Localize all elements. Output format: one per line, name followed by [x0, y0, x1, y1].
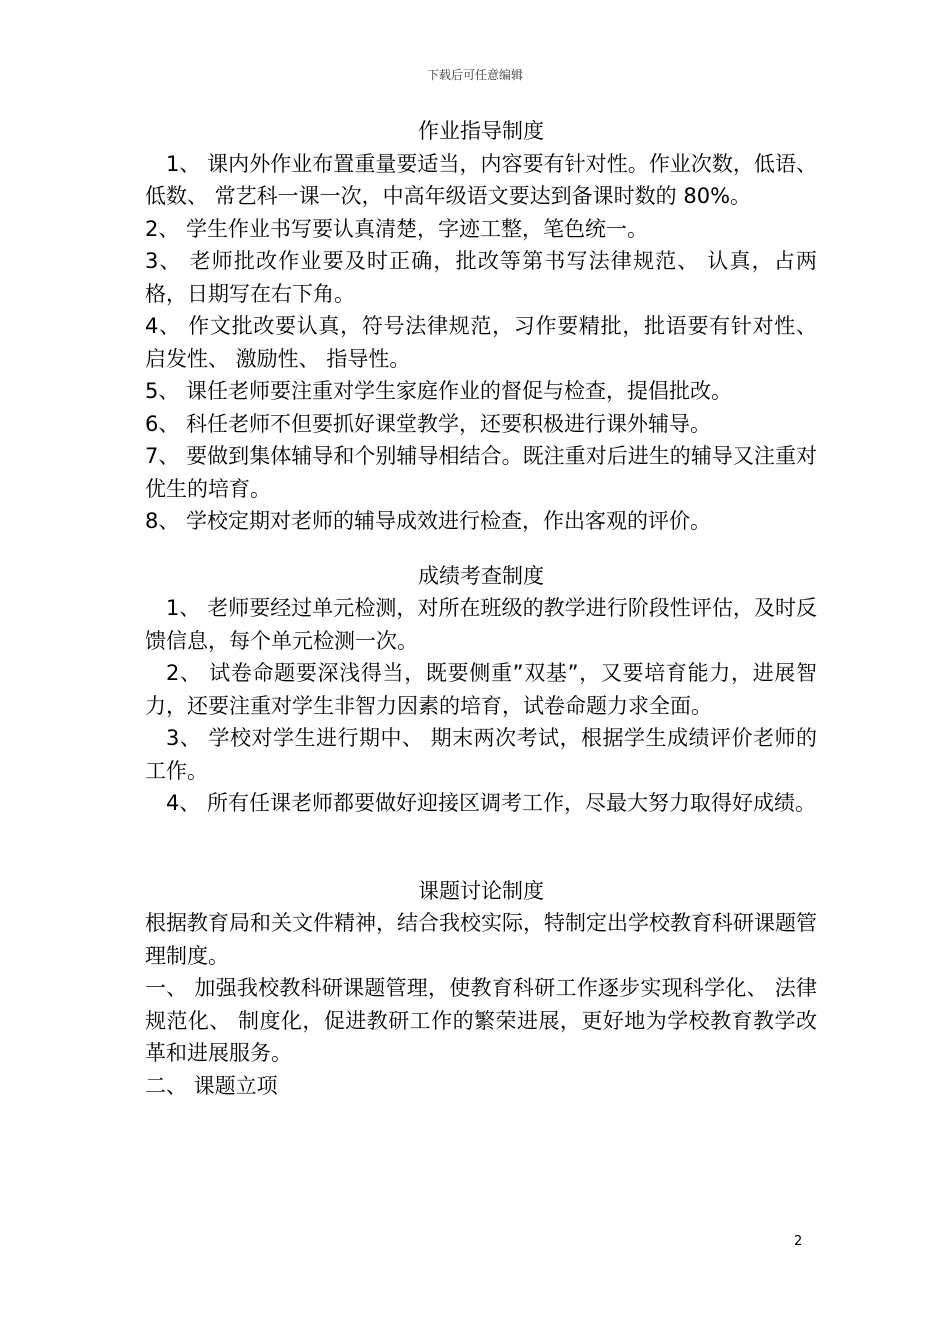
paragraph: 1、 老师要经过单元检测，对所在班级的教学进行阶段性评估，及时反馈信息，每个单元检测一次。: [145, 596, 817, 653]
paragraph: 7、 要做到集体辅导和个别辅导相结合。既注重对后进生的辅导又注重对优生的培育。: [145, 444, 817, 501]
paragraph: 1、 课内外作业布置重量要适当，内容要有针对性。作业次数，低语、 低数、 常艺科一课一次，中高年级语文要达到备课时数的 80%。: [145, 151, 817, 208]
paragraph: 4、 作文批改要认真，符号法律规范，习作要精批，批语要有针对性、 启发性、 激励性、 指导性。: [145, 314, 817, 371]
section-grade-assessment: [145, 560, 817, 820]
paragraph: 3、 学校对学生进行期中、 期末两次考试，根据学生成绩评价老师的工作。: [145, 726, 817, 783]
paragraph: 4、 所有任课老师都要做好迎接区调考工作，尽最大努力取得好成绩。: [166, 791, 817, 815]
document-body: [145, 115, 817, 1102]
paragraph: 3、 老师批改作业要及时正确，批改等第书写法律规范、 认真，占两格，日期写在右下角。: [145, 249, 817, 306]
page-header: 下载后可任意编辑: [426, 68, 523, 82]
section-title: 作业指导制度: [418, 119, 544, 143]
paragraph: 一、 加强我校教科研课题管理，使教育科研工作逐步实现科学化、 法律规范化、 制度化，促进教研工作的繁荣进展，更好地为学校教育教学改革和进展服务。: [145, 976, 817, 1065]
paragraph: 8、 学校定期对老师的辅导成效进行检查，作出客观的评价。: [145, 509, 712, 533]
paragraph: 5、 课任老师要注重对学生家庭作业的督促与检查，提倡批改。: [145, 379, 733, 403]
section-research-topics: [145, 875, 817, 1103]
section-title: 成绩考查制度: [418, 563, 544, 588]
section-title: 课题讨论制度: [418, 878, 544, 903]
paragraph: 6、 科任老师不但要抓好课堂教学，还要积极进行课外辅导。: [145, 411, 712, 436]
paragraph: 二、 课题立项: [145, 1073, 278, 1098]
paragraph: 2、 学生作业书写要认真清楚，字迹工整，笔色统一。: [145, 216, 649, 241]
page-number: 2: [794, 1234, 803, 1249]
paragraph: 2、 试卷命题要深浅得当，既要侧重”双基”，又要培育能力，进展智力，还要注重对学生非智力因素的培育，试卷命题力求全面。: [145, 661, 817, 718]
section-spacer: [145, 820, 817, 875]
paragraph: 根据教育局和关文件精神，结合我校实际，特制定出学校教育科研课题管理制度。: [145, 911, 817, 968]
section-homework-guidance: [145, 115, 817, 538]
section-spacer: [145, 538, 817, 560]
